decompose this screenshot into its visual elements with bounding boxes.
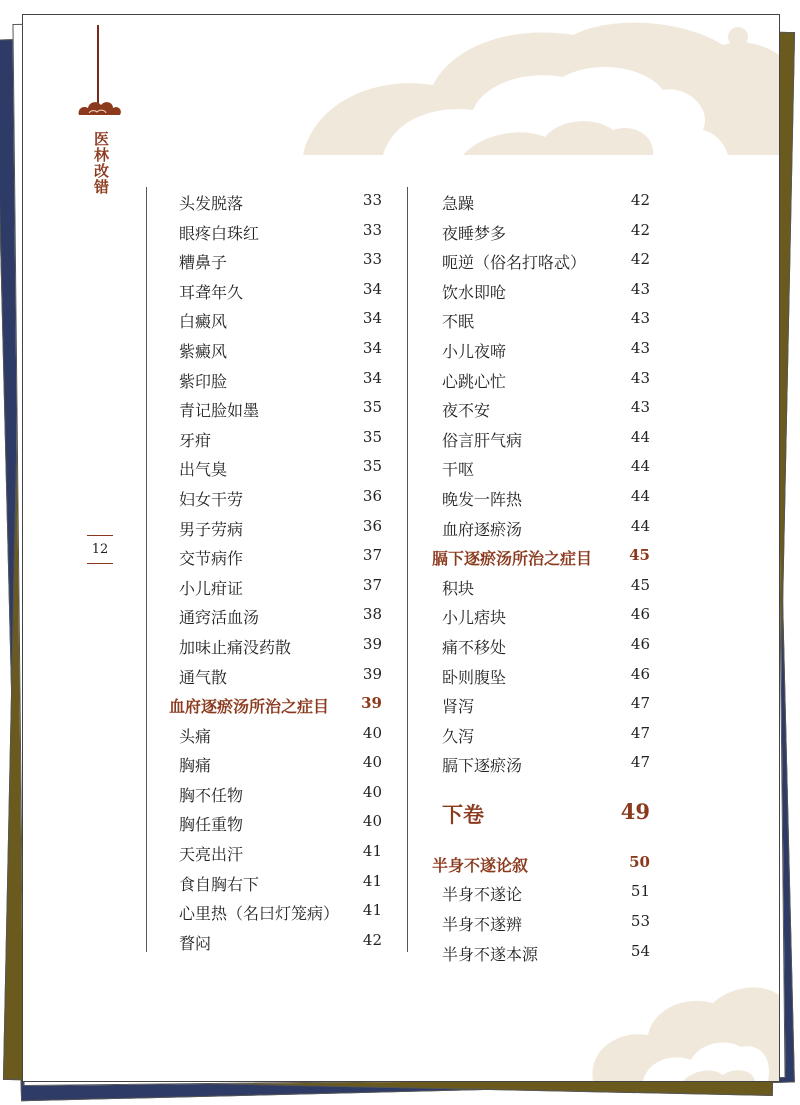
toc-entry[interactable] — [147, 661, 392, 691]
toc-entry[interactable] — [408, 601, 648, 631]
toc-entry-title: 小儿痞块 — [442, 608, 507, 628]
toc-entry-page: 42 — [362, 930, 382, 949]
toc-entry-page: 33 — [362, 220, 382, 239]
toc-entry[interactable] — [147, 246, 392, 276]
toc-entry-page: 47 — [630, 753, 650, 772]
toc-entry[interactable] — [147, 779, 392, 809]
toc-volume-heading[interactable] — [408, 779, 648, 837]
toc-entry[interactable] — [408, 305, 648, 335]
toc-entry-page: 45 — [630, 575, 650, 594]
toc-entry[interactable] — [147, 631, 392, 661]
page-number-rule-bottom — [87, 563, 113, 564]
toc-entry-page: 43 — [630, 309, 650, 328]
toc-entry-page: 41 — [362, 842, 382, 861]
toc-entry[interactable] — [408, 661, 648, 691]
toc-entry[interactable] — [147, 217, 392, 247]
toc-entry-title: 白癜风 — [179, 312, 228, 332]
toc-entry-page: 40 — [362, 723, 382, 742]
toc-entry[interactable] — [147, 513, 392, 543]
toc-entry-title: 晚发一阵热 — [442, 489, 523, 509]
toc-entry[interactable] — [147, 453, 392, 483]
toc-entry[interactable] — [408, 749, 648, 779]
toc-entry-title: 夜睡梦多 — [442, 223, 507, 243]
section-gap — [408, 837, 648, 849]
toc-entry-page: 44 — [630, 427, 650, 446]
toc-entry-page: 40 — [362, 812, 382, 831]
toc-entry[interactable] — [408, 424, 648, 454]
toc-entry-title: 卧则腹坠 — [442, 667, 507, 687]
toc-entry-title: 通气散 — [179, 667, 228, 687]
toc-entry-page: 46 — [630, 605, 650, 624]
toc-entry[interactable] — [408, 394, 648, 424]
toc-entry[interactable] — [408, 572, 648, 602]
toc-entry-page: 54 — [630, 941, 650, 960]
toc-entry-page: 35 — [362, 427, 382, 446]
toc-entry[interactable] — [408, 690, 648, 720]
toc-entry-page: 36 — [362, 486, 382, 505]
toc-entry-title: 干呕 — [442, 460, 475, 480]
toc-entry[interactable] — [408, 720, 648, 750]
toc-entry-title: 紫印脸 — [179, 371, 228, 391]
toc-entry-page: 40 — [362, 782, 382, 801]
toc-entry[interactable] — [147, 394, 392, 424]
toc-entry-page: 43 — [630, 368, 650, 387]
toc-entry-page: 41 — [362, 871, 382, 890]
toc-entry-title: 半身不遂辨 — [442, 915, 523, 935]
toc-entry-page: 42 — [630, 250, 650, 269]
toc-entry-title: 心里热（名曰灯笼病） — [179, 904, 340, 924]
toc-entry-page: 47 — [630, 694, 650, 713]
toc-entry-page: 44 — [630, 516, 650, 535]
toc-entry-page: 33 — [362, 250, 382, 269]
book-page — [22, 14, 780, 1082]
toc-entry-title: 交节病作 — [179, 549, 244, 569]
cloud-ornament-top-icon — [283, 15, 779, 155]
toc-entry-title: 通窍活血汤 — [179, 608, 260, 628]
toc-entry[interactable] — [147, 483, 392, 513]
toc-entry[interactable] — [147, 187, 392, 217]
toc-entry-page: 46 — [630, 634, 650, 653]
toc-entry[interactable] — [147, 424, 392, 454]
toc-entry[interactable] — [147, 365, 392, 395]
toc-entry-title: 加味止痛没药散 — [179, 637, 292, 657]
toc-entry-page: 37 — [362, 546, 382, 565]
toc-entry[interactable] — [408, 631, 648, 661]
toc-entry-title: 头痛 — [179, 726, 212, 746]
toc-entry-title: 眼疼白珠红 — [179, 223, 260, 243]
toc-entry-page: 50 — [629, 852, 650, 871]
toc-entry[interactable] — [408, 276, 648, 306]
page-number-rule-top — [87, 535, 113, 536]
toc-entry-title: 痛不移处 — [442, 637, 507, 657]
toc-entry-page: 35 — [362, 398, 382, 417]
toc-entry-page: 44 — [630, 457, 650, 476]
toc-entry-page: 47 — [630, 723, 650, 742]
toc-entry[interactable] — [408, 483, 648, 513]
toc-entry[interactable] — [408, 187, 648, 217]
toc-entry-page: 34 — [362, 279, 382, 298]
toc-entry-page: 45 — [629, 546, 650, 565]
toc-entry-title: 小儿疳证 — [179, 578, 244, 598]
toc-entry-title: 紫癜风 — [179, 341, 228, 361]
toc-entry-page: 43 — [630, 279, 650, 298]
toc-entry-title: 呃逆（俗名打咯忒） — [442, 253, 587, 273]
page-number — [87, 535, 113, 564]
toc-entry[interactable] — [147, 305, 392, 335]
toc-entry-title: 牙疳 — [179, 430, 212, 450]
toc-entry[interactable] — [147, 838, 392, 868]
toc-entry[interactable] — [408, 365, 648, 395]
toc-entry-title: 糟鼻子 — [179, 253, 228, 273]
toc-entry-title: 小儿夜啼 — [442, 341, 507, 361]
toc-entry[interactable] — [408, 513, 648, 543]
toc-entry-title: 耳聋年久 — [179, 282, 244, 302]
toc-entry-title: 久泻 — [442, 726, 475, 746]
toc-entry[interactable] — [147, 868, 392, 898]
toc-entry-page: 46 — [630, 664, 650, 683]
toc-entry-title: 半身不遂本源 — [442, 944, 539, 964]
toc-entry[interactable] — [147, 808, 392, 838]
toc-entry[interactable] — [408, 217, 648, 247]
toc-entry-page: 40 — [362, 753, 382, 772]
toc-entry-title: 头发脱落 — [179, 194, 244, 213]
toc-entry[interactable] — [147, 542, 392, 572]
toc-entry[interactable] — [147, 897, 392, 927]
toc-entry-page: 41 — [362, 901, 382, 920]
toc-entry[interactable] — [147, 720, 392, 750]
toc-entry[interactable] — [408, 246, 648, 276]
toc-entry[interactable] — [147, 572, 392, 602]
toc-entry-title: 天亮出汗 — [179, 845, 244, 865]
hanging-cord — [97, 25, 99, 105]
toc-entry[interactable] — [147, 335, 392, 365]
toc-entry-title: 瞀闷 — [179, 933, 212, 953]
toc-entry-page: 53 — [630, 912, 650, 931]
toc-entry-page: 39 — [362, 664, 382, 683]
toc-entry[interactable] — [147, 749, 392, 779]
toc-entry-page: 33 — [362, 191, 382, 209]
toc-entry-page: 35 — [362, 457, 382, 476]
toc-entry-page: 34 — [362, 368, 382, 387]
toc-entry-page: 44 — [630, 486, 650, 505]
toc-entry[interactable] — [147, 601, 392, 631]
toc-entry-title: 食自胸右下 — [179, 874, 260, 894]
toc-entry-page: 34 — [362, 338, 382, 357]
toc-entry[interactable] — [147, 276, 392, 306]
toc-entry-page: 36 — [362, 516, 382, 535]
toc-entry-title: 不眠 — [442, 312, 475, 332]
toc-entry-title: 夜不安 — [442, 401, 491, 421]
toc-entry[interactable] — [147, 927, 392, 957]
toc-entry[interactable] — [408, 908, 648, 938]
toc-entry-title: 出气臭 — [179, 460, 228, 480]
toc-section-heading[interactable] — [147, 690, 392, 720]
toc-entry-title: 肾泻 — [442, 697, 475, 717]
toc-entry-page: 42 — [630, 220, 650, 239]
toc-entry-page: 42 — [630, 191, 650, 209]
toc-entry-page: 49 — [620, 798, 650, 824]
toc-entry-title: 俗言肝气病 — [442, 430, 523, 450]
toc-entry-title: 半身不遂论叙 — [432, 855, 529, 875]
toc-entry[interactable] — [408, 335, 648, 365]
toc-entry-page: 37 — [362, 575, 382, 594]
toc-entry-title: 妇女干劳 — [179, 489, 244, 509]
toc-entry-title: 男子劳病 — [179, 519, 244, 539]
toc-entry-title: 积块 — [442, 578, 475, 598]
toc-entry-title: 下卷 — [442, 801, 484, 827]
toc-entry-title: 饮水即呛 — [442, 282, 507, 302]
page-number-text: 12 — [91, 542, 109, 557]
toc-entry-title: 胸任重物 — [179, 815, 244, 835]
toc-column-left — [146, 187, 392, 952]
toc-entry-page: 34 — [362, 309, 382, 328]
toc-entry-title: 半身不遂论 — [442, 885, 523, 905]
toc-entry-title: 青记脸如墨 — [179, 401, 260, 421]
running-title: 医林改错 — [92, 131, 110, 195]
toc-entry-title: 血府逐瘀汤 — [442, 519, 523, 539]
toc-entry-title: 胸痛 — [179, 756, 212, 776]
toc-entry-page: 38 — [362, 605, 382, 624]
toc-entry-title: 胸不任物 — [179, 785, 244, 805]
toc-entry-title: 膈下逐瘀汤 — [442, 756, 523, 776]
toc-entry-title: 心跳心忙 — [442, 371, 507, 391]
toc-entry[interactable] — [408, 878, 648, 908]
cloud-ornament-bottom-icon — [563, 965, 779, 1081]
toc-section-heading[interactable] — [408, 849, 648, 879]
toc-entry-page: 43 — [630, 398, 650, 417]
toc-entry-page: 39 — [362, 634, 382, 653]
toc-column-right — [407, 187, 650, 964]
toc-entry-page: 39 — [361, 694, 382, 713]
toc-entry-page: 51 — [630, 882, 650, 901]
toc-entry-page: 43 — [630, 338, 650, 357]
toc-section-heading[interactable] — [408, 542, 648, 572]
toc-entry-title: 急躁 — [442, 194, 475, 213]
toc-entry[interactable] — [408, 453, 648, 483]
toc-entry-title: 膈下逐瘀汤所治之症目 — [432, 549, 593, 569]
toc-entry-title: 血府逐瘀汤所治之症目 — [169, 697, 330, 717]
toc-entry[interactable] — [408, 938, 648, 968]
cloud-knot-icon — [75, 99, 123, 119]
